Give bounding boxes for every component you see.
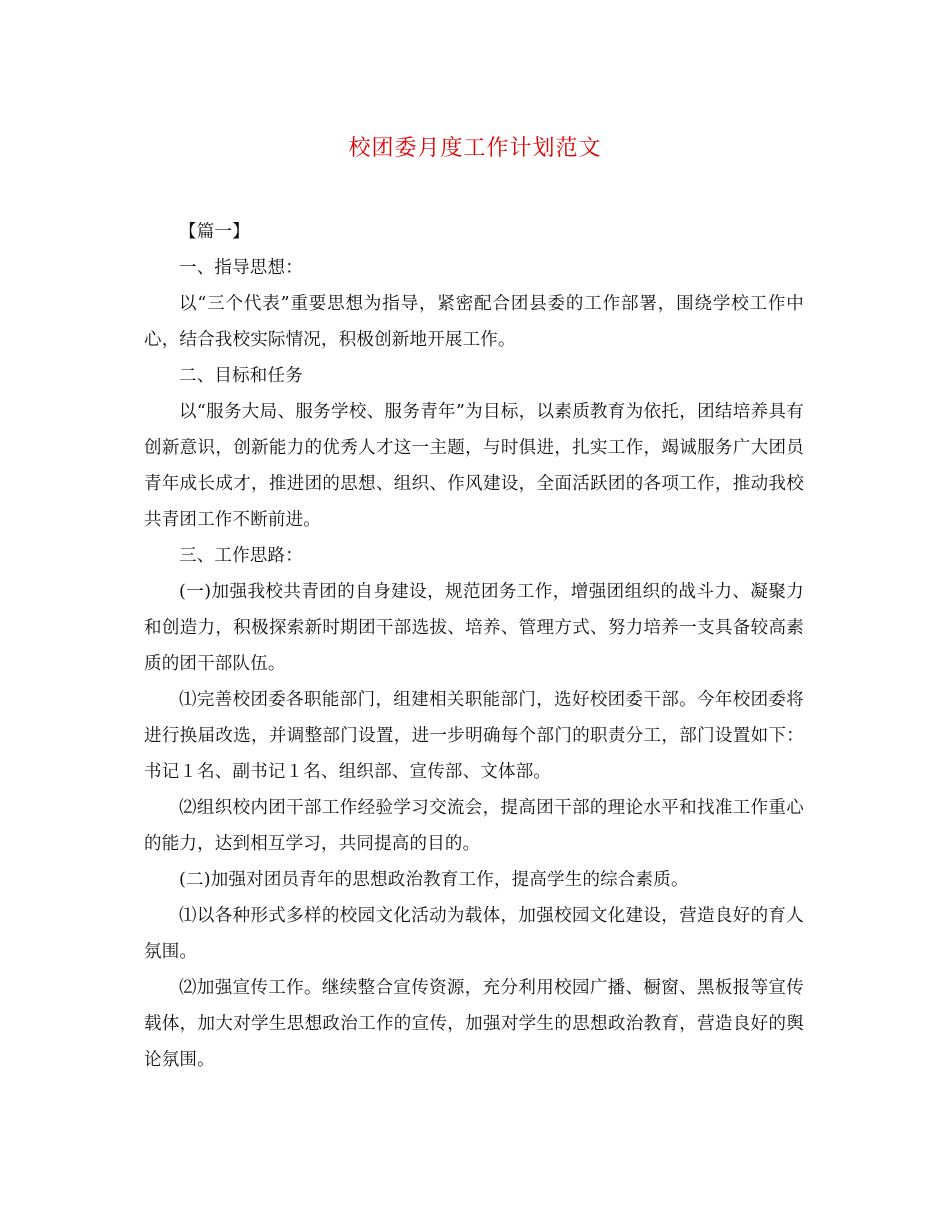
heading-work-ideas: 三、工作思路：	[179, 546, 303, 566]
paragraph-goals-and-tasks: 以“服务大局、服务学校、服务青年”为目标，以素质教育为依托，团结培养具有创新意识，创新能力的优秀人才这一主题，与时俱进，扎实工作，竭诚服务广大团员青年成长成才，推进团的思想、组织、作风建设，全面活跃团的各项工作，推动我校共青团工作不断前进。	[144, 402, 804, 530]
paragraph-item-1-campus-culture: ⑴以各种形式多样的校园文化活动为载体，加强校园文化建设，营造良好的育人氛围。	[144, 906, 804, 962]
paragraph-political-education: (二)加强对团员青年的思想政治教育工作，提高学生的综合素质。	[179, 870, 689, 890]
section-heading-part-one: 【篇一】	[179, 222, 250, 242]
heading-guiding-ideology: 一、指导思想：	[179, 258, 303, 278]
paragraph-item-2-exchange: ⑵组织校内团干部工作经验学习交流会，提高团干部的理论水平和找准工作重心的能力，达到相互学习，共同提高的目的。	[144, 798, 804, 854]
document-title: 校团委月度工作计划范文	[348, 136, 602, 161]
paragraph-self-construction: (一)加强我校共青团的自身建设，规范团务工作，增强团组织的战斗力、凝聚力和创造力，积极探索新时期团干部选拔、培养、管理方式、努力培养一支具备较高素质的团干部队伍。	[144, 582, 804, 674]
paragraph-guiding-ideology: 以“三个代表”重要思想为指导，紧密配合团县委的工作部署，围绕学校工作中心，结合我校实际情况，积极创新地开展工作。	[144, 294, 804, 350]
document-body	[144, 214, 804, 1078]
heading-goals-and-tasks: 二、目标和任务	[179, 366, 303, 386]
paragraph-item-2-publicity: ⑵加强宣传工作。继续整合宣传资源，充分利用校园广播、橱窗、黑板报等宣传载体，加大对学生思想政治工作的宣传，加强对学生的思想政治教育，营造良好的舆论氛围。	[144, 978, 804, 1070]
paragraph-item-1-departments: ⑴完善校团委各职能部门，组建相关职能部门，选好校团委干部。今年校团委将进行换届改选，并调整部门设置，进一步明确每个部门的职责分工，部门设置如下：书记１名、副书记１名、组织部、宣传部、文体部。	[144, 690, 804, 782]
